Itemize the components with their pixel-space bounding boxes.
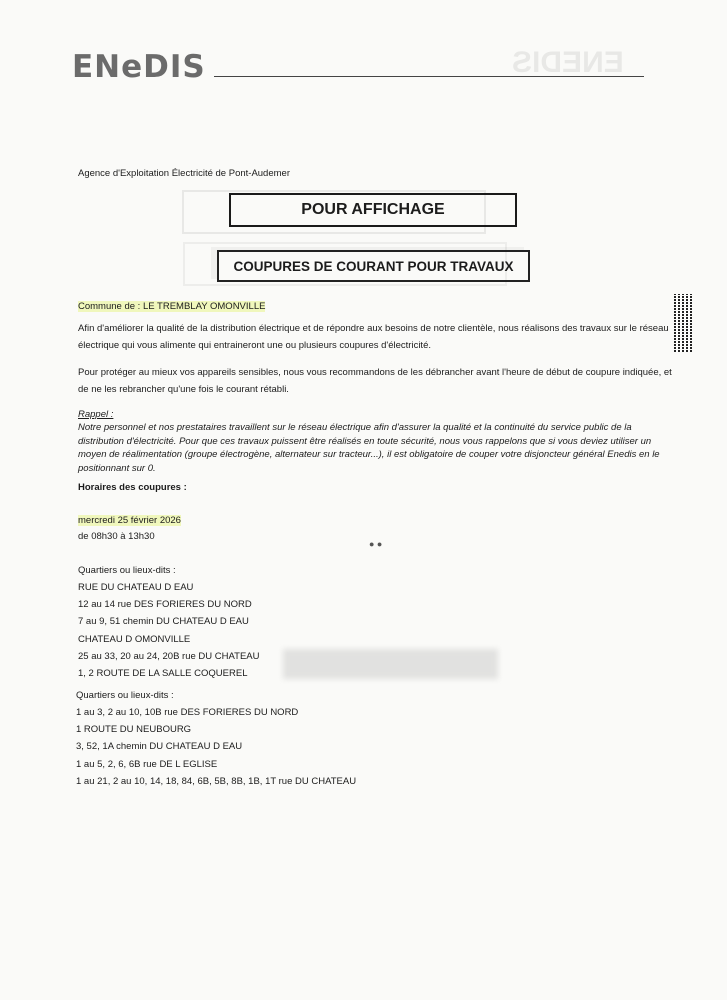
title-box-affichage: [229, 193, 517, 227]
quartiers1-heading: Quartiers ou lieux-dits :: [78, 565, 176, 576]
list-item: 1 au 21, 2 au 10, 14, 18, 84, 6B, 5B, 8B, 1B, 1T rue DU CHATEAU: [76, 775, 357, 787]
rappel-text: Notre personnel et nos prestataires travaillent sur le réseau électrique afin d'assurer la qualité et la continuité du service public de la distribution d'électricité. Pour que ces travaux puissent être réalisés en toute sécurité, nous vous rappelons que si vous deviez utiliser un moyen de réalimentation (groupe électrogène, alternateur sur tracteur...), il est obligatoire de couper votre disjoncteur général Enedis en le positionnant sur 0.: [78, 422, 660, 474]
list-item: 1 au 3, 2 au 10, 10B rue DES FORIERES DU NORD: [76, 707, 299, 718]
date-line: [78, 512, 181, 529]
header-rule: [214, 76, 644, 77]
intro-paragraph: Afin d'améliorer la qualité de la distribution électrique et de répondre aux besoins de notre clientèle, nous réalisons des travaux sur le réseau électrique qui vous alimente qui entraineront une ou plusieurs coupures d'électricité.: [78, 323, 669, 351]
list-item: 3, 52, 1A chemin DU CHATEAU D EAU: [76, 741, 243, 753]
quartiers2-heading: Quartiers ou lieux-dits :: [76, 690, 174, 701]
list-item: 25 au 33, 20 au 24, 20B rue DU CHATEAU: [78, 650, 260, 662]
quartiers2-list: [76, 704, 356, 790]
list-item: RUE DU CHATEAU D EAU: [78, 582, 194, 593]
commune-label: Commune de : LE TREMBLAY OMONVILLE: [78, 301, 266, 312]
list-item: 12 au 14 rue DES FORIERES DU NORD: [78, 599, 252, 611]
agency-name: Agence d'Exploitation Électricité de Pont-Audemer: [78, 168, 290, 179]
rappel-label: Rappel :: [78, 409, 114, 420]
quartiers1-list: [78, 579, 259, 682]
list-item: CHATEAU D OMONVILLE: [78, 633, 191, 645]
list-item: 1 ROUTE DU NEUBOURG: [76, 724, 192, 736]
horaires-heading: Horaires des coupures :: [78, 482, 187, 493]
scan-smudge: [283, 649, 498, 679]
enedis-logo: ENeDIS: [72, 49, 206, 85]
list-item: 1, 2 ROUTE DE LA SALLE COQUEREL: [78, 668, 248, 680]
show-through-logo: ENEDIS: [512, 46, 624, 79]
ink-speck: ● ●: [369, 539, 383, 549]
commune-line: [78, 298, 298, 315]
list-item: 7 au 9, 51 chemin DU CHATEAU D EAU: [78, 616, 249, 628]
title-box-coupures: [217, 250, 530, 282]
title-coupures: COUPURES DE COURANT POUR TRAVAUX: [233, 258, 514, 274]
coupure-date: mercredi 25 février 2026: [78, 515, 181, 526]
title-affichage: POUR AFFICHAGE: [301, 201, 445, 218]
coupure-time: de 08h30 à 13h30: [78, 531, 155, 542]
list-item: 1 au 5, 2, 6, 6B rue DE L EGLISE: [76, 758, 218, 770]
advice-paragraph: Pour protéger au mieux vos appareils sensibles, nous vous recommandons de les débrancher avant l'heure de début de coupure indiquée, et de ne les rebrancher qu'une fois le courant rétabli.: [78, 367, 672, 395]
